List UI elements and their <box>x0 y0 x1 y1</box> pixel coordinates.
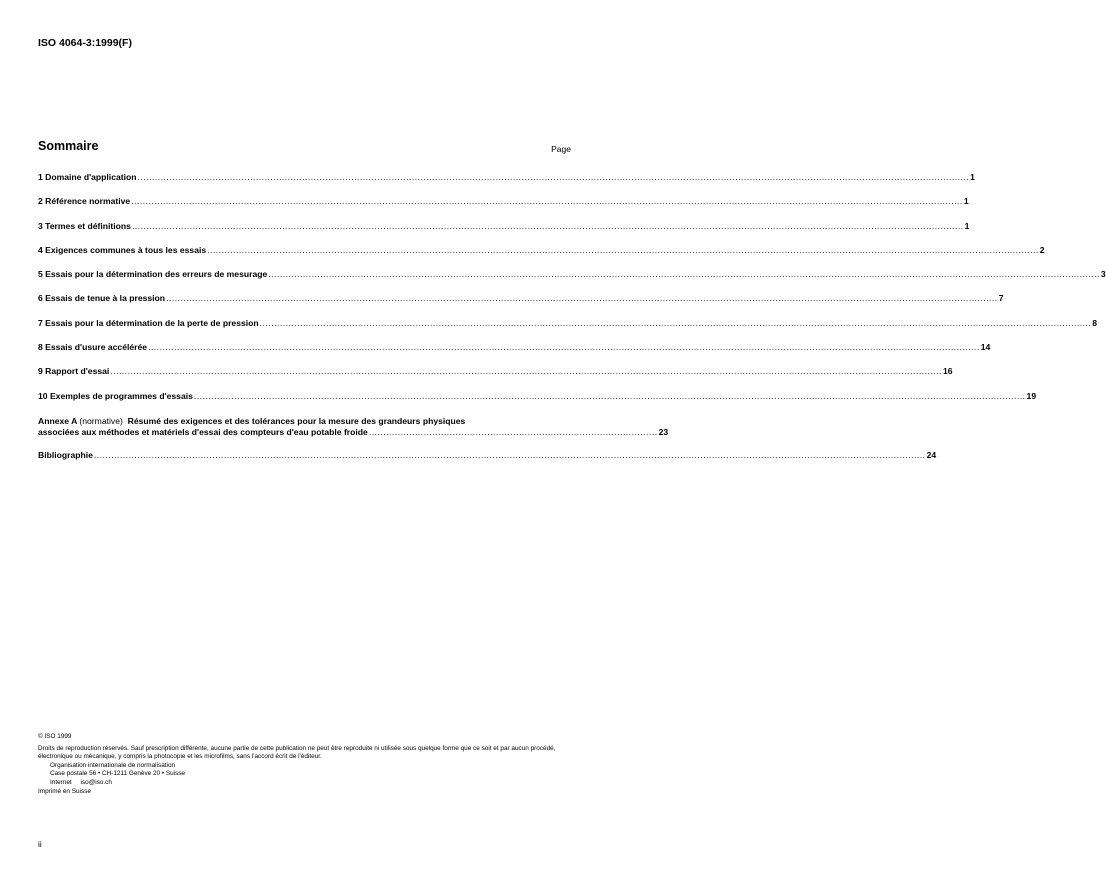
leader-dots <box>131 195 963 207</box>
toc-entry-title: 4 Exigences communes à tous les essais <box>38 244 207 255</box>
toc-entry-page: 3 <box>1100 269 1106 280</box>
toc-entry-page: 16 <box>942 366 953 377</box>
toc-entry-bibliography[interactable] <box>38 449 937 473</box>
annex-line-2 <box>38 427 669 439</box>
toc-entry-page: 7 <box>998 293 1004 304</box>
toc-entry-page: 14 <box>980 342 991 353</box>
rights-statement: Droits de reproduction réservés. Sauf prescription différente, aucune partie de cette publication ne peut être reproduite ni utilisée sous quelque forme que ce soit et par aucun procédé, électronique ou mécanique, y compris la photocopie et les microfilms, sans l'accord écrit de l'éditeur. <box>38 744 556 761</box>
leader-dots <box>132 220 964 232</box>
org-name: Organisation internationale de normalisation <box>50 761 176 769</box>
annex-page: 23 <box>658 427 669 438</box>
toc-entry-page: 1 <box>963 196 969 207</box>
toc-entry-title: 7 Essais pour la détermination de la perte de pression <box>38 317 259 328</box>
annex-title-line2: associées aux méthodes et matériels d'essai des compteurs d'eau potable froide <box>38 427 368 438</box>
toc-entry-title: 6 Essais de tenue à la pression <box>38 293 166 304</box>
toc-entry[interactable] <box>38 220 970 244</box>
annex-label: Annexe A <box>38 415 77 426</box>
toc-entry-page: 24 <box>926 449 937 460</box>
toc-entry[interactable] <box>38 317 1098 341</box>
toc-entry-title: 2 Référence normative <box>38 196 131 207</box>
toc-entry[interactable] <box>38 268 1106 292</box>
leader-dots <box>148 341 980 353</box>
leader-dots <box>138 171 970 183</box>
toc-entry-title: 1 Domaine d'application <box>38 172 137 182</box>
toc-entry-title: 5 Essais pour la détermination des erreurs de mesurage <box>38 269 268 280</box>
toc-entry[interactable] <box>38 390 1037 414</box>
toc-entry-page: 19 <box>1026 390 1037 401</box>
toc-entry[interactable] <box>38 365 953 389</box>
leader-dots: .................................................................................................... <box>368 427 658 438</box>
toc-entry-title: 3 Termes et définitions <box>38 220 131 231</box>
org-internet: Internet iso@iso.ch <box>50 778 112 786</box>
page-number: ii <box>38 839 42 849</box>
table-of-contents <box>38 171 1106 473</box>
toc-entry[interactable] <box>38 244 1045 268</box>
leader-dots <box>110 365 942 377</box>
annex-normative: (normative) <box>79 415 123 426</box>
copyright-notice <box>38 733 583 796</box>
copyright-line: © ISO 1999 <box>38 733 72 740</box>
toc-entry-page: 1 <box>970 172 975 182</box>
toc-entry-annex[interactable] <box>38 414 669 449</box>
toc-entry-page: 8 <box>1092 317 1098 328</box>
toc-entry[interactable] <box>38 292 1004 316</box>
page-column-label: Page <box>551 144 571 154</box>
toc-title: Sommaire <box>38 139 99 153</box>
document-id: ISO 4064-3:1999(F) <box>38 37 132 49</box>
leader-dots <box>268 268 1100 280</box>
toc-entry[interactable] <box>38 171 975 195</box>
org-address: Case postale 56 • CH-1211 Genève 20 • Suisse <box>50 770 186 778</box>
printed-in: Imprimé en Suisse <box>38 787 91 795</box>
leader-dots <box>166 292 998 304</box>
annex-line-1 <box>38 416 570 428</box>
toc-entry-title: 9 Rapport d'essai <box>38 366 110 377</box>
toc-entry-title: 10 Exemples de programmes d'essais <box>38 390 193 401</box>
leader-dots <box>194 390 1026 402</box>
toc-entry-page: 2 <box>1039 244 1045 255</box>
toc-entry[interactable] <box>38 341 991 365</box>
leader-dots <box>94 449 926 461</box>
toc-entry[interactable] <box>38 195 969 219</box>
toc-entry-page: 1 <box>964 220 970 231</box>
toc-entry-title: Bibliographie <box>38 449 93 460</box>
leader-dots <box>260 317 1092 329</box>
leader-dots <box>207 244 1039 256</box>
toc-entry-title: 8 Essais d'usure accélérée <box>38 342 148 353</box>
annex-title-line1: Résumé des exigences et des tolérances pour la mesure des grandeurs physiques <box>127 415 466 426</box>
